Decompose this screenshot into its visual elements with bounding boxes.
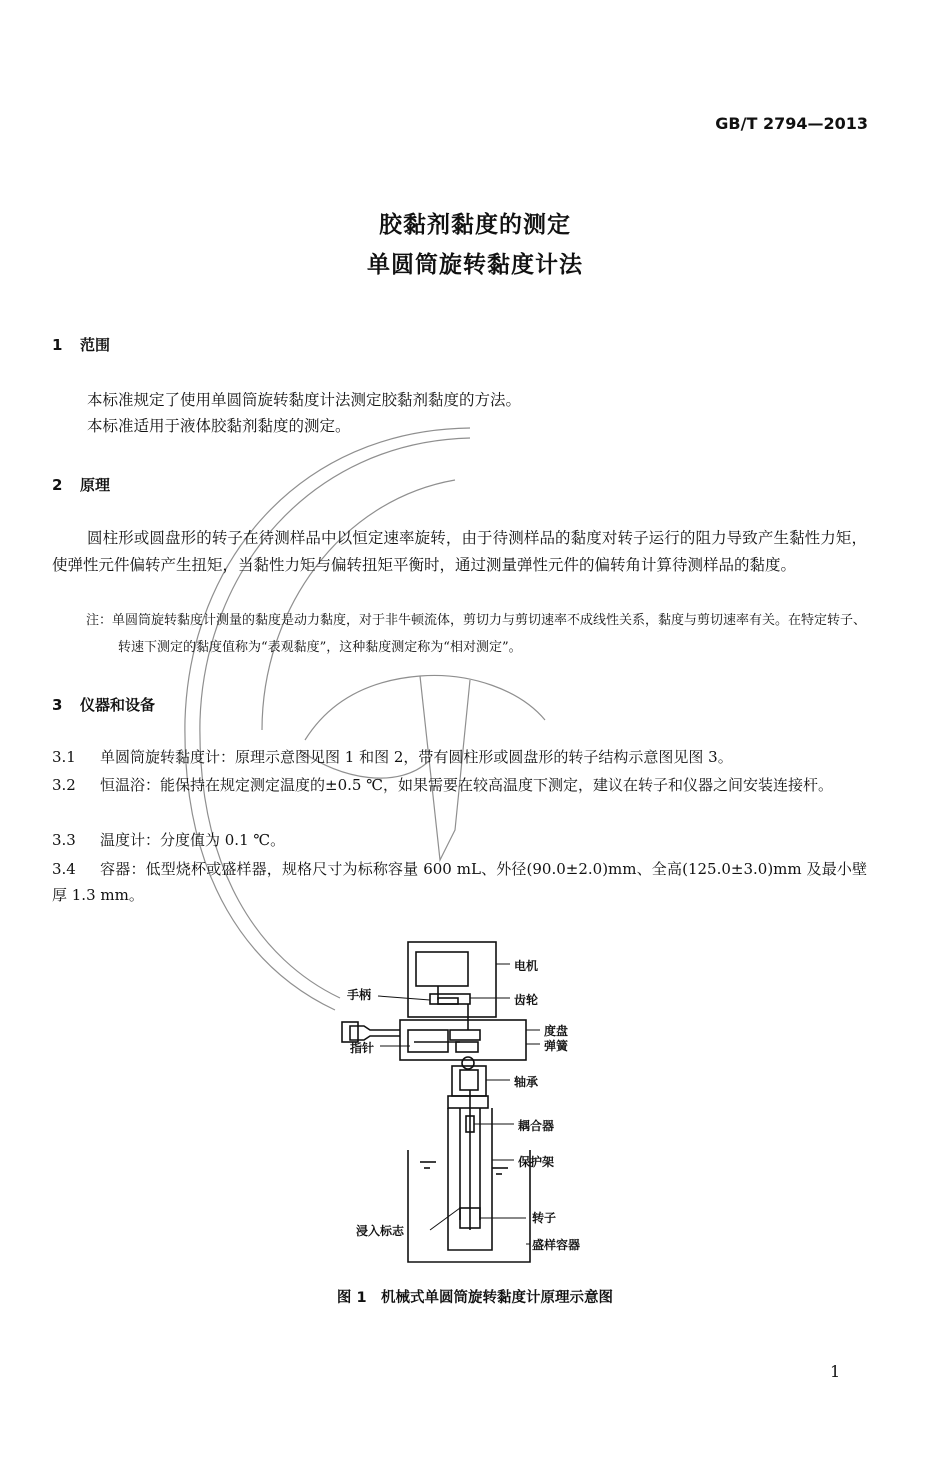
item-3-3 xyxy=(52,827,867,853)
section-1-para-2: 本标准适用于液体胶黏剂黏度的测定。 xyxy=(87,417,351,435)
item-number: 3.1 xyxy=(52,748,76,766)
section-2-number: 2 xyxy=(52,476,63,494)
label-dial: 度盘 xyxy=(544,1024,569,1038)
label-guard: 保护架 xyxy=(518,1155,555,1169)
gear xyxy=(430,994,470,1004)
label-immersion-mark: 浸入标志 xyxy=(356,1224,405,1238)
motor xyxy=(416,952,468,986)
sample-container xyxy=(408,1150,530,1262)
section-1-heading xyxy=(52,334,110,355)
section-3-title: 仪器和设备 xyxy=(80,696,156,714)
label-handle: 手柄 xyxy=(347,988,372,1002)
item-3-1 xyxy=(52,744,867,770)
label-pointer: 指针 xyxy=(350,1041,375,1055)
item-text: 单圆筒旋转黏度计：原理示意图见图 1 和图 2，带有圆柱形或圆盘形的转子结构示意图见图 3。 xyxy=(100,748,733,766)
item-3-4 xyxy=(52,856,867,908)
label-bearing: 轴承 xyxy=(514,1075,539,1089)
label-spring: 弹簧 xyxy=(544,1039,569,1053)
title-line-1: 胶黏剂黏度的测定 xyxy=(379,212,571,238)
item-number: 3.2 xyxy=(52,776,76,794)
motor-housing xyxy=(408,942,496,1017)
section-2-heading xyxy=(52,474,110,495)
label-coupler: 耦合器 xyxy=(518,1119,555,1133)
item-number: 3.4 xyxy=(52,860,76,878)
dial xyxy=(450,1030,480,1040)
page-number: 1 xyxy=(830,1362,841,1381)
label-container: 盛样容器 xyxy=(532,1238,581,1252)
spring xyxy=(456,1042,478,1052)
label-rotor: 转子 xyxy=(532,1211,557,1225)
item-number: 3.3 xyxy=(52,831,76,849)
section-1-title: 范围 xyxy=(80,336,111,354)
section-1-number: 1 xyxy=(52,336,63,354)
label-motor: 电机 xyxy=(514,959,539,973)
section-3-heading xyxy=(52,694,155,715)
item-3-2 xyxy=(52,772,867,798)
section-3-number: 3 xyxy=(52,696,63,714)
section-2-title: 原理 xyxy=(80,476,111,494)
title-line-2: 单圆筒旋转黏度计法 xyxy=(367,252,583,278)
item-text: 容器：低型烧杯或盛样器，规格尺寸为标称容量 600 mL、外径(90.0±2.0)mm、全高(125.0±3.0)mm 及最小壁厚 1.3 mm。 xyxy=(52,860,867,904)
figure-caption: 图 1 机械式单圆筒旋转黏度计原理示意图 xyxy=(336,1290,614,1306)
section-1-para-1: 本标准规定了使用单圆筒旋转黏度计法测定胶黏剂黏度的方法。 xyxy=(87,391,522,409)
item-text: 恒温浴：能保持在规定测定温度的±0.5 ℃，如果需要在较高温度下测定，建议在转子和仪器之间安装连接杆。 xyxy=(100,776,833,794)
note-text: 注：单圆筒旋转黏度计测量的黏度是动力黏度，对于非牛顿流体，剪切力与剪切速率不成线性关系，黏度与剪切速率有关。在特定转子、转速下测定的黏度值称为“表观黏度”，这种黏度测定称为“相对测定”。 xyxy=(86,613,867,655)
section-2-note xyxy=(86,607,868,661)
section-2-paragraph: 圆柱形或圆盘形的转子在待测样品中以恒定速率旋转，由于待测样品的黏度对转子运行的阻力导致产生黏性力矩，使弹性元件偏转产生扭矩，当黏性力矩与偏转扭矩平衡时，通过测量弹性元件的偏转角计算待测样品的黏度。 xyxy=(52,529,867,574)
item-text: 温度计：分度值为 0.1 ℃。 xyxy=(100,831,286,849)
label-gear: 齿轮 xyxy=(514,993,539,1007)
standard-number: GB/T 2794—2013 xyxy=(715,114,868,133)
